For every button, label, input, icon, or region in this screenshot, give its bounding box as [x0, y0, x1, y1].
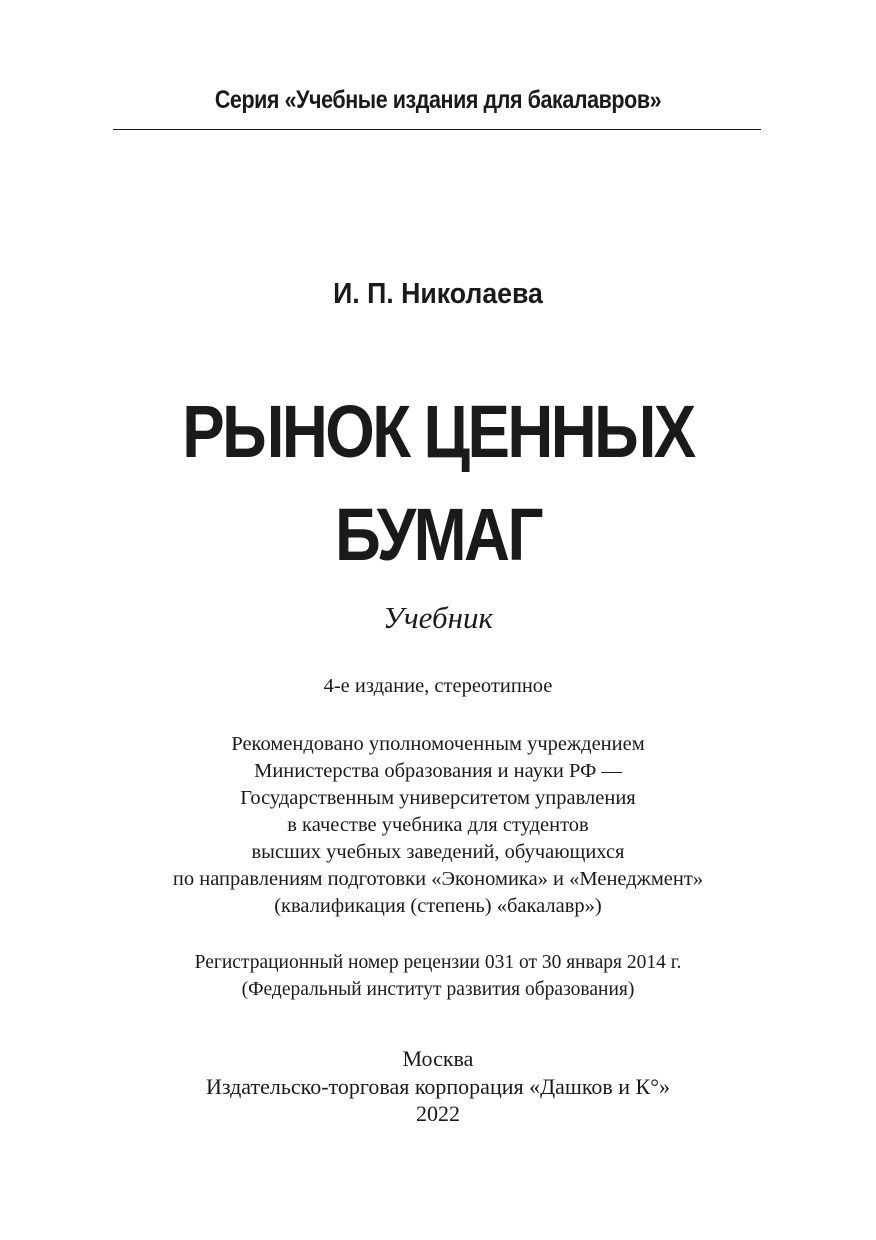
author-name: И. П. Николаева — [333, 278, 543, 310]
recommendation-line: по направлениям подготовки «Экономика» и «Менеджмент» — [172, 868, 704, 890]
series-heading: Серия «Учебные издания для бакалавров» — [214, 86, 662, 114]
recommendation-line: (квалификация (степень) «бакалавр») — [274, 895, 602, 917]
book-type: Учебник — [383, 600, 493, 635]
publication-year: 2022 — [416, 1101, 460, 1126]
recommendation-line: в качестве учебника для студентов — [287, 814, 589, 836]
edition-note: 4-е издание, стереотипное — [323, 675, 553, 697]
recommendation-line: Государственным университетом управления — [240, 787, 636, 809]
recommendation-line: Рекомендовано уполномоченным учреждением — [231, 733, 645, 755]
registration-block — [0, 949, 876, 1003]
publisher-city: Москва — [402, 1046, 474, 1071]
recommendation-block — [0, 731, 876, 920]
recommendation-line: высших учебных заведений, обучающихся — [251, 841, 625, 863]
series-divider — [113, 129, 761, 130]
book-title-line-2: БУМАГ — [335, 493, 541, 576]
recommendation-line: Министерства образования и науки РФ — — [254, 760, 622, 782]
book-title-line-1: РЫНОК ЦЕННЫХ — [182, 390, 694, 473]
registration-institute: (Федеральный институт развития образования) — [241, 979, 635, 1000]
registration-number: Регистрационный номер рецензии 031 от 30 января 2014 г. — [194, 952, 682, 973]
publisher-block — [0, 1045, 876, 1128]
publisher-name: Издательско-торговая корпорация «Дашков и К°» — [205, 1073, 671, 1099]
